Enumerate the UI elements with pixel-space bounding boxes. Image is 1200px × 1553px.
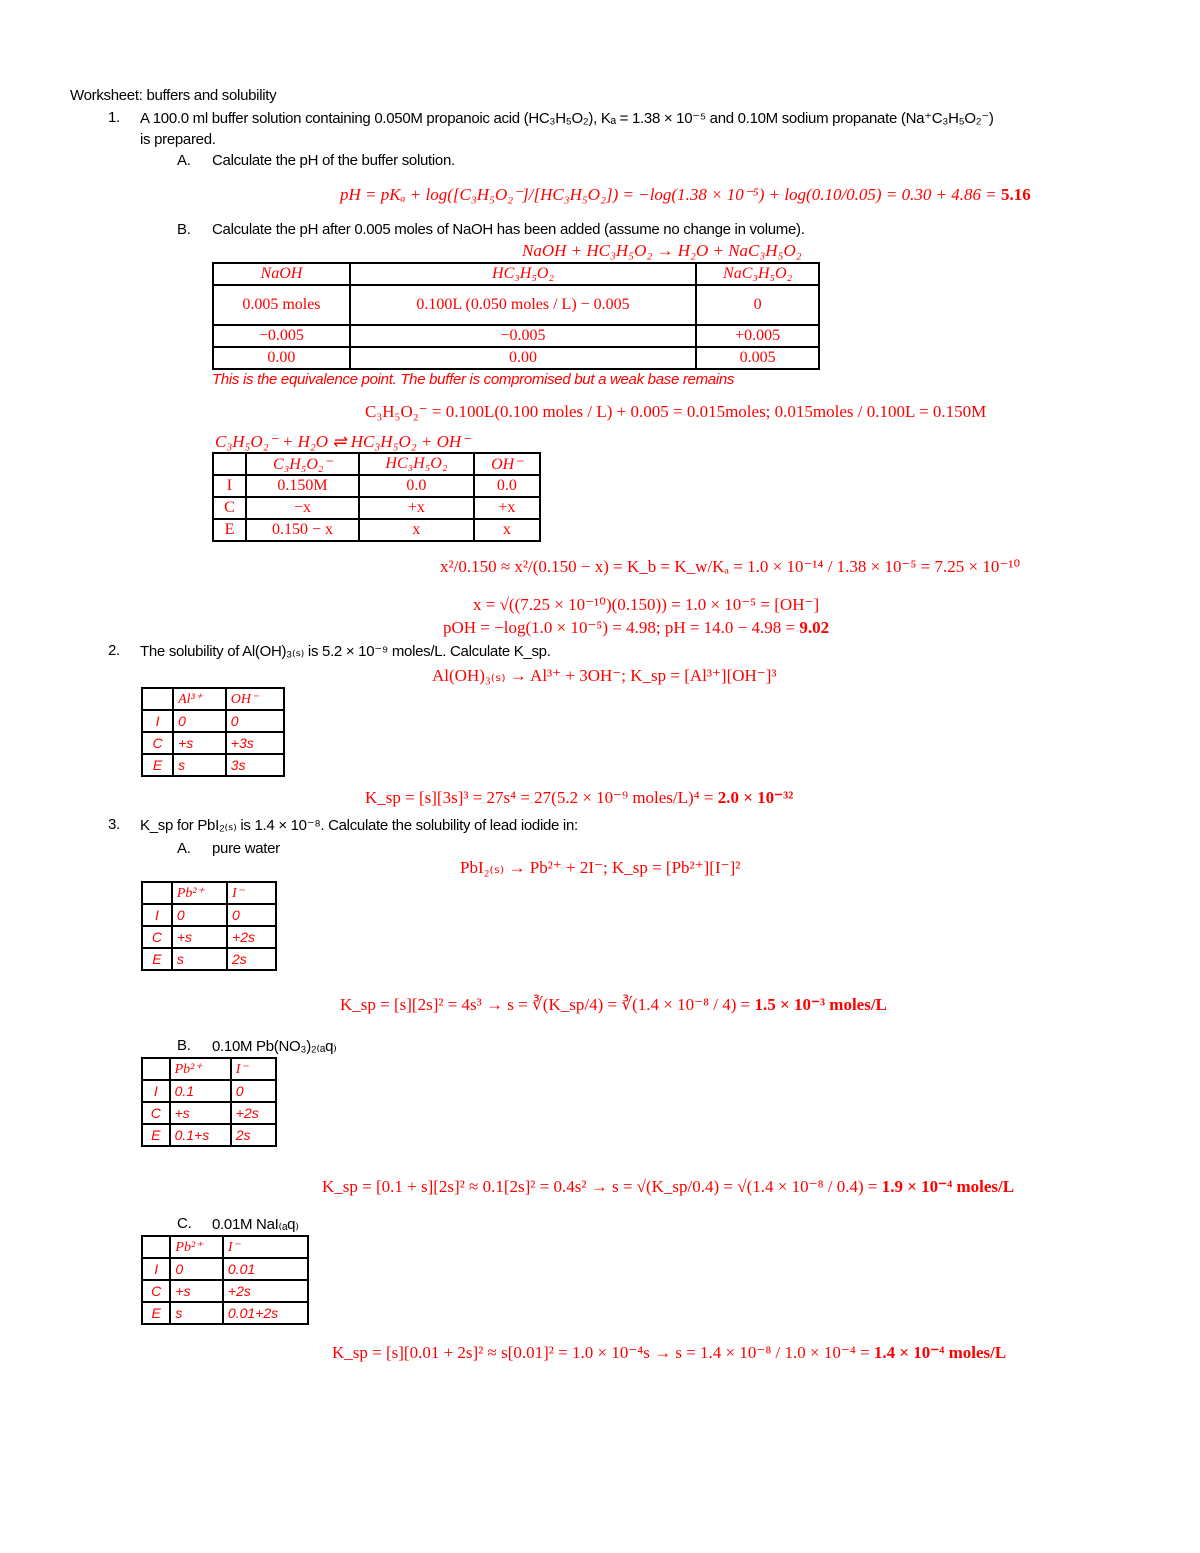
table-header-row [142, 882, 276, 904]
table-cell: OH⁻ [226, 688, 284, 710]
neutralization-reaction: NaOH + HC₃H₅O₂ → H₂O + NaC₃H₅O₂ [522, 241, 802, 260]
table-row [142, 710, 284, 732]
table-cell: 0 [227, 904, 276, 926]
table-cell: 0.00 [350, 347, 696, 369]
table-cell: C [142, 1280, 170, 1302]
table-cell: s [172, 948, 227, 970]
table-cell: 0 [226, 710, 284, 732]
equation-kb: x²/0.150 ≈ x²/(0.150 − x) = K_b = K_w/Kₐ = 1.0 × 10⁻¹⁴ / 1.38 × 10⁻⁵ = 7.25 × 10⁻¹⁰ [440, 557, 1021, 576]
table-row [213, 519, 540, 541]
table-cell: +x [359, 497, 474, 519]
table-cell: +2s [223, 1280, 308, 1302]
table-cell: −0.005 [350, 325, 696, 347]
table-cell: −0.005 [213, 325, 350, 347]
question-3-number: 3. [108, 816, 120, 833]
answer-ph: 5.16 [1001, 185, 1031, 204]
table-cell: +0.005 [696, 325, 819, 347]
table-cell: −x [246, 497, 359, 519]
table-cell: NaOH [213, 263, 350, 285]
table-header-row [142, 1236, 308, 1258]
part-1a-text: Calculate the pH of the buffer solution. [212, 152, 455, 169]
table-cell: 2s [231, 1124, 276, 1146]
table-cell: 0.005 moles [213, 285, 350, 325]
table-cell: E [213, 519, 246, 541]
table-cell: C₃H₅O₂⁻ [246, 453, 359, 475]
table-cell: s [170, 1302, 222, 1324]
table-row [213, 285, 819, 325]
question-2-text: The solubility of Al(OH)₃₍ₛ₎ is 5.2 × 10⁻⁹ moles/L. Calculate K_sp. [140, 643, 551, 660]
ice-table-aluminum [141, 687, 285, 777]
table-cell: 3s [226, 754, 284, 776]
equation-pbi2-dissolution: PbI₂₍ₛ₎ → Pb²⁺ + 2I⁻; K_sp = [Pb²⁺][I⁻]² [460, 858, 741, 877]
equation-solubility-lead-nitrate [322, 1177, 1014, 1197]
table-row [142, 732, 284, 754]
table-cell [142, 1236, 170, 1258]
table-cell: NaC₃H₅O₂ [696, 263, 819, 285]
table-row [213, 497, 540, 519]
table-cell: Al³⁺ [173, 688, 226, 710]
table-cell: s [173, 754, 226, 776]
table-cell [213, 453, 246, 475]
equation-conjugate-base-conc: C₃H₅O₂⁻ = 0.100L(0.100 moles / L) + 0.005 = 0.015moles; 0.015moles / 0.100L = 0.150M [365, 402, 987, 421]
question-1-text: A 100.0 ml buffer solution containing 0.050M propanoic acid (HC₃H₅O₂), Kₐ = 1.38 × 10⁻⁵ and 0.10M sodium propanate (Na⁺C₃H₅O₂⁻) [140, 110, 994, 127]
table-row [213, 475, 540, 497]
table-cell: 0.150M [246, 475, 359, 497]
table-cell: 0.01 [223, 1258, 308, 1280]
table-cell: +s [170, 1102, 231, 1124]
table-row [142, 1080, 276, 1102]
part-3c-text: 0.01M NaI₍ₐq₎ [212, 1216, 299, 1233]
table-cell: x [359, 519, 474, 541]
table-cell: Pb²⁺ [170, 1058, 231, 1080]
table-cell: +s [173, 732, 226, 754]
table-header-row [142, 1058, 276, 1080]
equation-solubility-sodium-iodide [332, 1343, 1006, 1363]
ice-table-sodium-iodide [141, 1235, 309, 1325]
answer-ph: 9.02 [799, 618, 830, 637]
table-cell: C [142, 1102, 170, 1124]
question-2-number: 2. [108, 642, 120, 659]
table-cell: E [142, 948, 172, 970]
equation-solubility-pure-water [340, 995, 887, 1015]
table-cell: 0.005 [696, 347, 819, 369]
question-1-text-cont: is prepared. [140, 131, 216, 148]
equation-text: pOH = −log(1.0 × 10⁻⁵) = 4.98; pH = 14.0 − 4.98 = [443, 618, 800, 637]
part-3b-text: 0.10M Pb(NO₃)₂₍ₐq₎ [212, 1038, 337, 1055]
table-cell: 0.01+2s [223, 1302, 308, 1324]
equation-text: K_sp = [0.1 + s][2s]² ≈ 0.1[2s]² = 0.4s² → s = √(K_sp/0.4) = √(1.4 × 10⁻⁸ / 0.4) = [322, 1177, 882, 1196]
table-row [142, 1124, 276, 1146]
equation-ksp-al [365, 788, 793, 808]
table-cell: I⁻ [231, 1058, 276, 1080]
equation-text: K_sp = [s][2s]² = 4s³ → s = ∛(K_sp/4) = ∛(1.4 × 10⁻⁸ / 4) = [340, 995, 755, 1014]
table-cell: 2s [227, 948, 276, 970]
answer-ksp: 2.0 × 10⁻³² [717, 788, 794, 807]
table-cell: +2s [227, 926, 276, 948]
ice-table-pure-water [141, 881, 277, 971]
table-row [142, 1102, 276, 1124]
answer-solubility: 1.5 × 10⁻³ moles/L [754, 995, 887, 1014]
equation-buffer-ph [340, 185, 1031, 205]
equation-x: x = √((7.25 × 10⁻¹⁰)(0.150)) = 1.0 × 10⁻⁵ = [OH⁻] [473, 595, 820, 614]
table-cell: I [142, 1080, 170, 1102]
table-cell: Pb²⁺ [172, 882, 227, 904]
table-cell: OH⁻ [474, 453, 540, 475]
worksheet-title: Worksheet: buffers and solubility [70, 87, 277, 104]
table-cell: 0.100L (0.050 moles / L) − 0.005 [350, 285, 696, 325]
table-cell: 0 [696, 285, 819, 325]
equation-text: K_sp = [s][0.01 + 2s]² ≈ s[0.01]² = 1.0 × 10⁻⁴s → s = 1.4 × 10⁻⁸ / 1.0 × 10⁻⁴ = [332, 1343, 874, 1362]
table-cell [142, 1058, 170, 1080]
table-cell: x [474, 519, 540, 541]
equation-al-dissolution: Al(OH)₃₍ₛ₎ → Al³⁺ + 3OH⁻; K_sp = [Al³⁺][OH⁻]³ [432, 666, 777, 685]
table-cell: 0 [173, 710, 226, 732]
table-cell [142, 688, 173, 710]
table-cell: 0.00 [213, 347, 350, 369]
part-1b-label: B. [177, 221, 191, 238]
table-header-row [213, 263, 819, 285]
part-3a-text: pure water [212, 840, 280, 857]
table-cell: E [142, 1124, 170, 1146]
table-cell: I⁻ [227, 882, 276, 904]
ice-table-hydrolysis [212, 452, 541, 542]
question-3-text: K_sp for PbI₂₍ₛ₎ is 1.4 × 10⁻⁸. Calculate the solubility of lead iodide in: [140, 817, 578, 834]
table-cell: I [142, 710, 173, 732]
table-cell: +s [172, 926, 227, 948]
table-cell: +x [474, 497, 540, 519]
table-cell: 0 [231, 1080, 276, 1102]
table-cell: Pb²⁺ [170, 1236, 222, 1258]
table-cell: +s [170, 1280, 222, 1302]
table-cell: C [213, 497, 246, 519]
part-3c-label: C. [177, 1215, 192, 1232]
table-cell: HC₃H₅O₂ [359, 453, 474, 475]
table-cell: 0 [172, 904, 227, 926]
table-row [142, 1258, 308, 1280]
answer-solubility: 1.4 × 10⁻⁴ moles/L [873, 1343, 1007, 1362]
part-1b-text: Calculate the pH after 0.005 moles of NaOH has been added (assume no change in volume). [212, 221, 805, 238]
table-header-row [142, 688, 284, 710]
table-header-row [213, 453, 540, 475]
stoichiometry-table [212, 262, 820, 370]
ice-table-lead-nitrate [141, 1057, 277, 1147]
answer-solubility: 1.9 × 10⁻⁴ moles/L [881, 1177, 1015, 1196]
equation-text: K_sp = [s][3s]³ = 27s⁴ = 27(5.2 × 10⁻⁹ moles/L)⁴ = [365, 788, 718, 807]
part-1a-label: A. [177, 152, 191, 169]
table-cell: E [142, 754, 173, 776]
table-cell: 0 [170, 1258, 222, 1280]
table-cell: +3s [226, 732, 284, 754]
table-cell: I⁻ [223, 1236, 308, 1258]
table-cell [142, 882, 172, 904]
table-row [142, 904, 276, 926]
table-row [142, 948, 276, 970]
question-1-number: 1. [108, 109, 120, 126]
table-row [142, 754, 284, 776]
table-cell: I [213, 475, 246, 497]
table-cell: E [142, 1302, 170, 1324]
table-cell: I [142, 1258, 170, 1280]
equation-hydrolysis: C₃H₅O₂⁻ + H₂O ⇌ HC₃H₅O₂ + OH⁻ [215, 432, 471, 451]
part-3a-label: A. [177, 840, 191, 857]
equivalence-note: This is the equivalence point. The buffer is compromised but a weak base remains [212, 371, 735, 388]
part-3b-label: B. [177, 1037, 191, 1054]
table-cell: HC₃H₅O₂ [350, 263, 696, 285]
table-cell: 0.0 [359, 475, 474, 497]
table-row [142, 1280, 308, 1302]
equation-text: pH = pKₐ + log([C₃H₅O₂⁻]/[HC₃H₅O₂]) = −log(1.38 × 10⁻⁵) + log(0.10/0.05) = 0.30 + 4.86 = [340, 185, 1002, 204]
table-row [142, 926, 276, 948]
table-cell: 0.1 [170, 1080, 231, 1102]
table-cell: +2s [231, 1102, 276, 1124]
equation-poh [443, 618, 829, 638]
table-cell: 0.150 − x [246, 519, 359, 541]
table-cell: 0.1+s [170, 1124, 231, 1146]
table-row [213, 347, 819, 369]
table-cell: C [142, 926, 172, 948]
table-cell: C [142, 732, 173, 754]
table-row [142, 1302, 308, 1324]
table-row [213, 325, 819, 347]
table-cell: 0.0 [474, 475, 540, 497]
table-cell: I [142, 904, 172, 926]
